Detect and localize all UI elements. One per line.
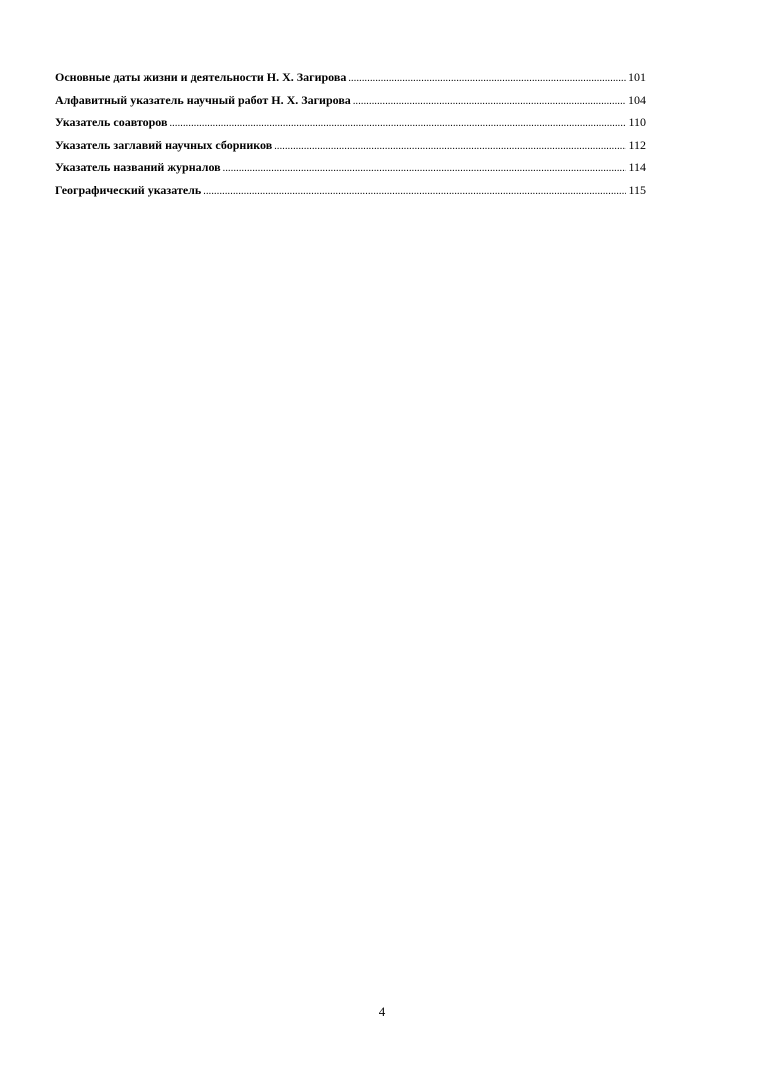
toc-entry-geographic-index[interactable] xyxy=(55,183,646,206)
toc-entry-alphabetical-index[interactable] xyxy=(55,93,646,116)
toc-entry-title: Алфавитный указатель научный работ Н. Х. Загирова xyxy=(55,92,351,107)
toc-entry-page: 101 xyxy=(628,70,646,84)
dot-leader xyxy=(203,185,626,199)
toc-entry-collections-index[interactable] xyxy=(55,138,646,161)
toc-entry-page: 114 xyxy=(628,160,646,174)
page-number: 4 xyxy=(378,1004,386,1019)
toc-entry-title: Указатель заглавий научных сборников xyxy=(55,137,273,152)
dot-leader xyxy=(353,95,626,109)
toc-entry-title: Географический указатель xyxy=(55,182,202,197)
toc-entry-page: 112 xyxy=(628,137,646,152)
dot-leader xyxy=(169,117,626,131)
dot-leader xyxy=(348,72,626,86)
toc-entry-coauthors-index[interactable] xyxy=(55,115,646,138)
toc-entry-dates[interactable] xyxy=(55,70,646,93)
toc-entry-title: Основные даты жизни и деятельности Н. Х. Загирова xyxy=(55,70,347,84)
toc-entry-page: 110 xyxy=(628,115,646,129)
dot-leader xyxy=(274,140,626,154)
toc-entry-title: Указатель названий журналов xyxy=(55,160,221,174)
dot-leader xyxy=(223,162,627,176)
toc-entry-journals-index[interactable] xyxy=(55,160,646,183)
toc-entry-title: Указатель соавторов xyxy=(55,115,168,129)
table-of-contents xyxy=(55,70,646,205)
toc-entry-page: 104 xyxy=(628,92,646,107)
toc-entry-page: 115 xyxy=(628,182,646,197)
